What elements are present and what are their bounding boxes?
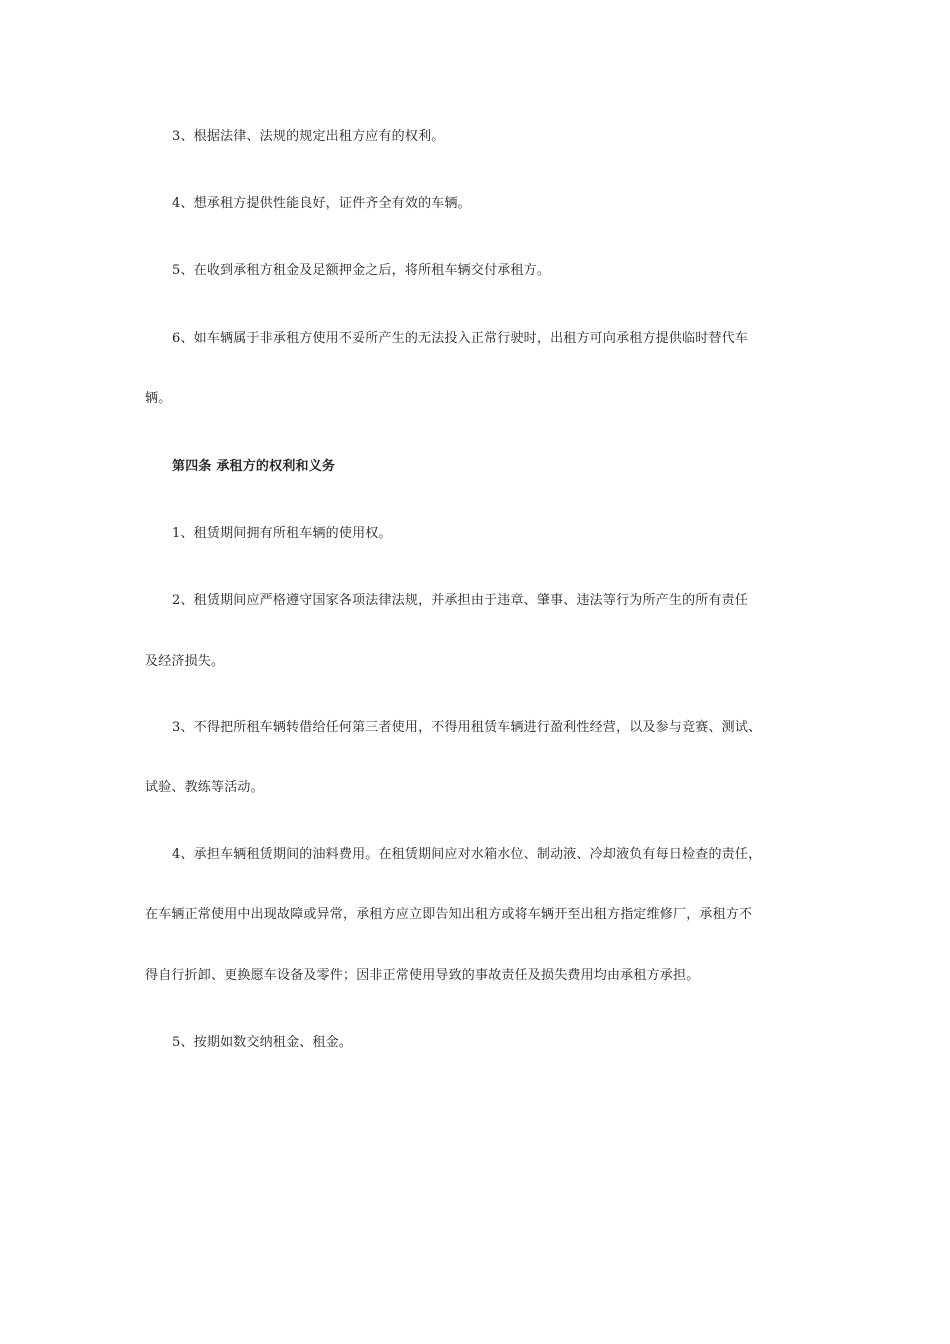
- section-heading: 第四条 承租方的权利和义务: [172, 459, 336, 474]
- paragraph-3-line-1: 3、根据法律、法规的规定出租方应有的权利。: [172, 129, 445, 144]
- section-item-3-line-1: 3、不得把所租车辆转借给任何第三者使用，不得用租赁车辆进行盈利性经营，以及参与竞赛、测试、: [172, 720, 762, 735]
- paragraph-6-line-2: 辆。: [145, 391, 172, 406]
- paragraph-5-line-1: 5、在收到承租方租金及足额押金之后，将所租车辆交付承租方。: [172, 263, 551, 278]
- section-item-3-line-2: 试验、教练等活动。: [145, 780, 264, 795]
- paragraph-4-line-1: 4、想承租方提供性能良好，证件齐全有效的车辆。: [172, 196, 471, 211]
- section-item-5-line-1: 5、按期如数交纳租金、租金。: [172, 1035, 353, 1050]
- section-item-2-line-1: 2、租赁期间应严格遵守国家各项法律法规，并承担由于违章、肇事、违法等行为所产生的所有责任: [172, 593, 749, 608]
- section-item-4-line-3: 得自行折卸、更换愿车设备及零件；因非正常使用导致的事故责任及损失费用均由承租方承担。: [145, 968, 700, 983]
- section-item-4-line-2: 在车辆正常使用中出现故障或异常，承租方应立即告知出租方或将车辆开至出租方指定维修厂，承租方不: [145, 907, 753, 922]
- paragraph-6-line-1: 6、如车辆属于非承租方使用不妥所产生的无法投入正常行驶时，出租方可向承租方提供临时替代车: [172, 331, 749, 346]
- section-item-2-line-2: 及经济损失。: [145, 654, 225, 669]
- section-item-4-line-1: 4、承担车辆租赁期间的油料费用。在租赁期间应对水箱水位、制动液、冷却液负有每日检查的责任，: [172, 847, 762, 862]
- section-item-1-line-1: 1、租赁期间拥有所租车辆的使用权。: [172, 526, 392, 541]
